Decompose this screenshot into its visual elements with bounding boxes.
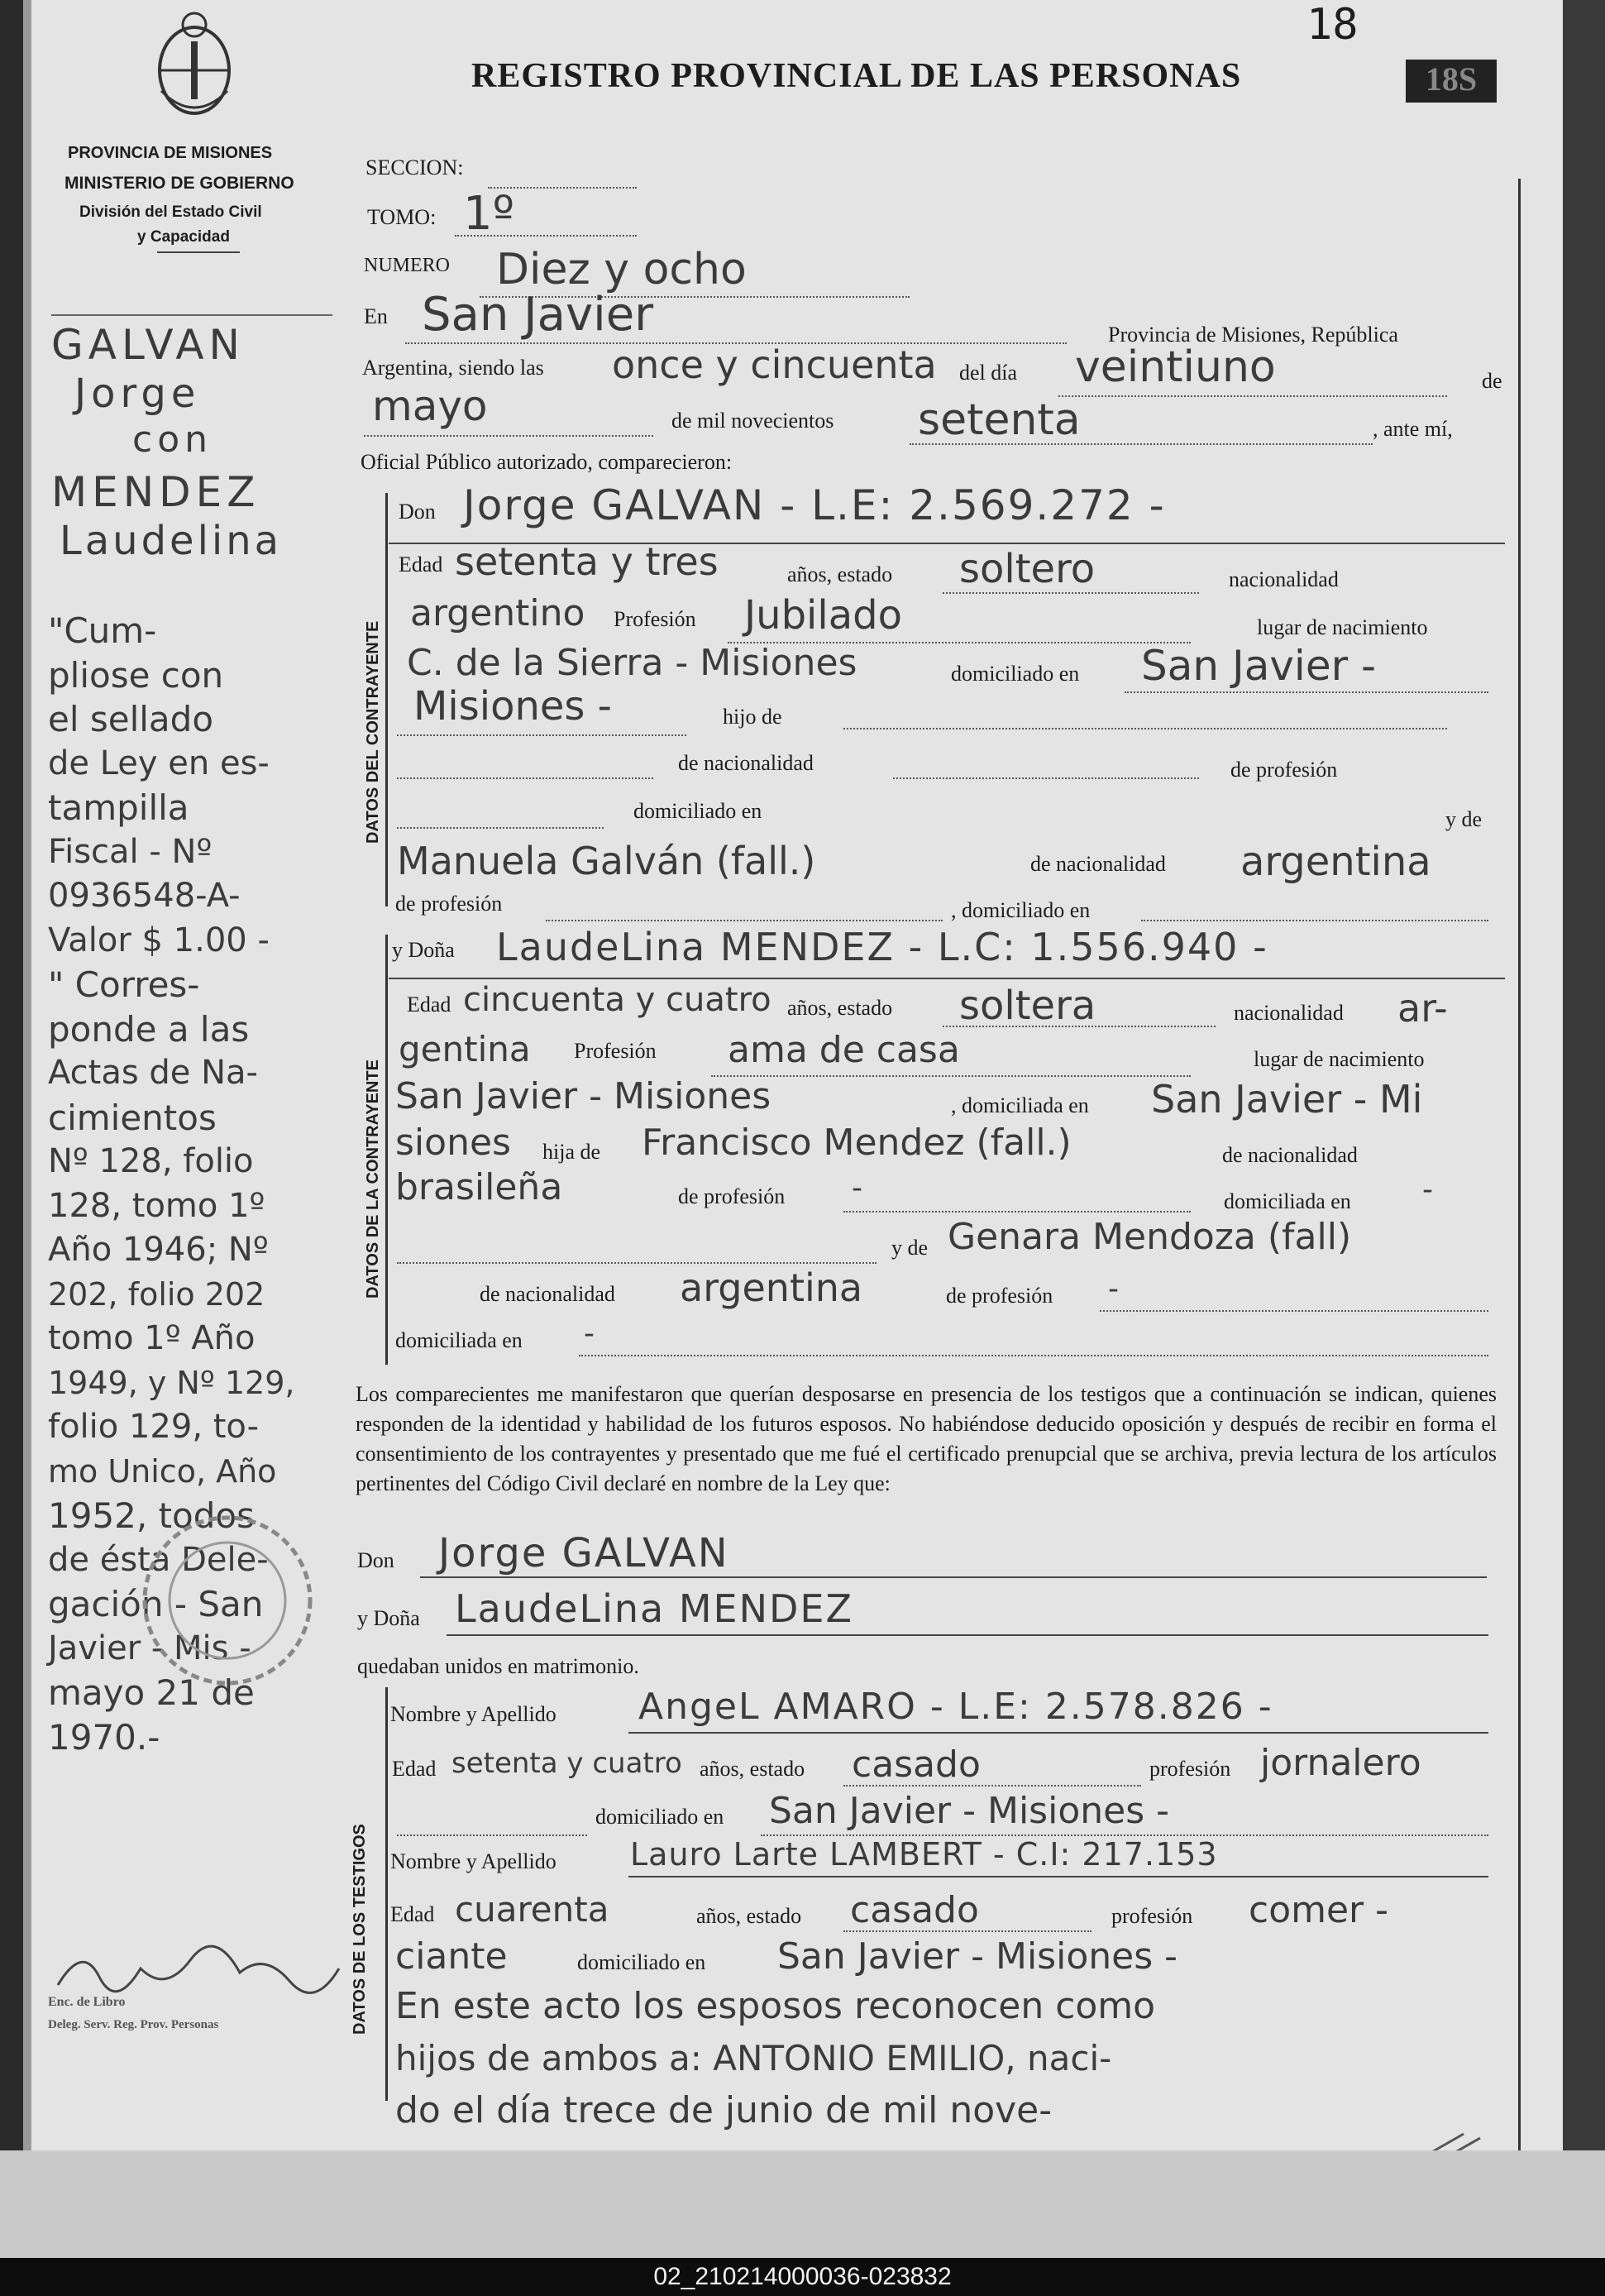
tomo-label: TOMO: — [367, 205, 437, 229]
margin-rule — [51, 314, 332, 316]
margin-line: cimientos — [48, 1097, 217, 1138]
testigos-side-label: DATOS DE LOS TESTIGOS — [351, 1824, 369, 2035]
mes-value: mayo — [372, 382, 488, 430]
dona-label: y Doña — [392, 938, 455, 962]
madre-dom-label: , domiciliado en — [951, 898, 1091, 922]
margin-line: mayo 21 de — [48, 1672, 255, 1713]
domicilio-value: San Javier - — [1141, 642, 1377, 690]
madre2-nac-label: de nacionalidad — [480, 1282, 615, 1306]
decl-dona-label: y Doña — [357, 1606, 420, 1630]
t1-estado-label: años, estado — [700, 1757, 805, 1781]
madre2-nac-value: argentina — [680, 1265, 863, 1310]
edad-value: setenta y tres — [455, 539, 719, 584]
t2-prof-value2: ciante — [395, 1935, 508, 1978]
t1-value: AngeL AMARO - L.E: 2.578.826 - — [638, 1686, 1273, 1728]
margin-line: Actas de Na- — [48, 1054, 258, 1092]
unidos-text: quedaban unidos en matrimonio. — [357, 1654, 639, 1678]
margin-line: Fiscal - Nº — [48, 832, 213, 871]
decl-don-label: Don — [357, 1548, 394, 1572]
hijo-line — [843, 728, 1447, 729]
t2-line — [628, 1876, 1488, 1877]
madre2-prof-line — [1100, 1310, 1488, 1312]
contrayenta-side-label: DATOS DE LA CONTRAYENTE — [364, 1060, 382, 1299]
margin-line: 1952, todos — [48, 1495, 255, 1536]
profesion-value: Jubilado — [744, 592, 902, 639]
lugar2-value: San Javier - Misiones — [395, 1075, 771, 1117]
madre-prof-label: de profesión — [395, 892, 503, 916]
nacionalidad2-value1: ar- — [1397, 986, 1448, 1031]
book-spine-edge — [23, 0, 31, 2230]
margin-line: tomo 1º Año — [48, 1319, 256, 1357]
del-dia-label: del día — [959, 361, 1018, 385]
margin-line: "Cum- — [48, 610, 157, 651]
madre2-value: Genara Mendoza (fall) — [948, 1216, 1352, 1258]
margin-line: de ésta Dele- — [48, 1540, 269, 1579]
madre2-dom-line — [579, 1355, 1488, 1356]
margin-line: gación - San — [48, 1584, 264, 1624]
header-code-stamp: 18S — [1406, 60, 1497, 103]
hijo-label: hijo de — [723, 705, 782, 729]
domiciliado-label: domiciliado en — [951, 662, 1080, 686]
anio-line — [910, 443, 1373, 445]
numero-value: Diez y ocho — [496, 245, 747, 294]
t1-estado-value: casado — [852, 1744, 981, 1786]
institution-line1: PROVINCIA DE MISIONES — [68, 144, 273, 162]
margin-name1: GALVAN — [51, 321, 245, 369]
testigos-border — [385, 1687, 388, 2101]
profesion2-line — [711, 1075, 1191, 1077]
estado-line — [943, 592, 1199, 594]
t2-estado-line — [843, 1930, 1091, 1932]
margin-name4: MENDEZ — [51, 468, 260, 516]
t2-prof-value1: comer - — [1249, 1889, 1388, 1931]
madre2-dom-value: - — [584, 1317, 595, 1351]
right-border — [1518, 179, 1521, 2180]
nacionalidad-value: argentino — [410, 592, 585, 634]
margin-line: ponde a las — [48, 1008, 250, 1050]
institution-line3: División del Estado Civil — [79, 203, 262, 221]
tomo-value: 1º — [463, 187, 515, 241]
decl-dona-line — [447, 1634, 1488, 1636]
padre2-nac-label: de nacionalidad — [1222, 1143, 1358, 1167]
t1-edad-label: Edad — [392, 1757, 437, 1781]
estado2-value: soltera — [959, 983, 1096, 1029]
padre2-value: Francisco Mendez (fall.) — [642, 1122, 1072, 1164]
domicilio2b-value: siones — [395, 1122, 511, 1164]
dia-value: veintiuno — [1075, 342, 1276, 392]
t1-dom-value: San Javier - Misiones - — [769, 1790, 1169, 1832]
domicilio2-line — [397, 734, 686, 736]
madre2-prof-label: de profesión — [946, 1284, 1053, 1308]
argentina-text: Argentina, siendo las — [362, 356, 544, 380]
hija-label: hija de — [542, 1140, 601, 1164]
domicilio2a-value: San Javier - Mi — [1151, 1077, 1423, 1122]
declaration-text: Los comparecientes me manifestaron que querían desposarse en presencia de los testigos que a continuación se indican, quienes responden de la identidad y habilidad de los futuros esposos. No habiéndose deducido oposición y después de recibir en forma el consentimiento de los contrayentes y presentado que me fué el certificado prenupcial que se archiva, previa lectura de los artículos pertinentes del Código Civil declaré en nombre de la Ley que: — [356, 1382, 1497, 1495]
t1-prof-label: profesión — [1149, 1757, 1231, 1781]
ante-mi-text: , ante mí, — [1373, 417, 1453, 441]
scan-bottom-band — [0, 2150, 1605, 2258]
anios-estado2-label: años, estado — [787, 996, 893, 1020]
t2-prof-label: profesión — [1111, 1904, 1193, 1928]
t2-estado-label: años, estado — [696, 1904, 802, 1928]
margin-line: Javier - Mis - — [48, 1629, 251, 1667]
de-label: de — [1482, 369, 1502, 393]
header-title: REGISTRO PROVINCIAL DE LAS PERSONAS — [471, 57, 1242, 95]
madre2-prof-value: - — [1108, 1272, 1119, 1306]
margin-line: mo Unico, Año — [48, 1452, 277, 1490]
madre2-dom-label: domiciliada en — [395, 1328, 523, 1352]
don-label: Don — [399, 500, 436, 524]
lugar2-label: lugar de nacimiento — [1254, 1047, 1425, 1071]
contrayente-side-label: DATOS DEL CONTRAYENTE — [364, 620, 382, 844]
t1-edad-value: setenta y cuatro — [451, 1747, 682, 1780]
hora-value: once y cincuenta — [612, 342, 937, 387]
edad2-label: Edad — [407, 993, 451, 1016]
en-label: En — [364, 304, 388, 328]
note-line2: hijos de ambos a: ANTONIO EMILIO, naci- — [395, 2038, 1112, 2078]
margin-name2: Jorge — [74, 371, 201, 417]
mes-line — [364, 435, 653, 437]
contrayente-border — [385, 493, 388, 906]
en-value: San Javier — [422, 288, 654, 342]
t1-line — [628, 1732, 1488, 1734]
page-number: 18 — [1306, 0, 1359, 50]
margin-line: tampilla — [48, 787, 189, 828]
madre-nac-value: argentina — [1240, 839, 1431, 885]
estado2-line — [943, 1026, 1216, 1027]
contrayenta-border — [385, 935, 388, 1365]
padre-nac-line — [893, 777, 1199, 779]
nacionalidad2-value2: gentina — [399, 1029, 531, 1069]
book-spine — [0, 0, 23, 2230]
t1-estado-line — [843, 1785, 1141, 1787]
lugar-value: C. de la Sierra - Misiones — [407, 642, 857, 684]
padre-prof-blank — [397, 827, 604, 829]
t1-label: Nombre y Apellido — [390, 1702, 556, 1726]
decl-dona-value: LaudeLina MENDEZ — [455, 1586, 854, 1631]
margin-line: folio 129, to- — [48, 1408, 260, 1446]
profesion2-value: ama de casa — [728, 1029, 960, 1071]
stamp-text2: Deleg. Serv. Reg. Prov. Personas — [48, 2018, 219, 2031]
mil-label: de mil novecientos — [671, 409, 834, 433]
t2-dom-value: San Javier - Misiones - — [777, 1935, 1177, 1978]
official-signature — [50, 1935, 347, 2002]
padre2-dom-value: - — [1422, 1173, 1433, 1207]
edad2-value: cincuenta y cuatro — [463, 981, 771, 1019]
margin-line: 202, folio 202 — [48, 1275, 265, 1313]
round-seal-stamp — [132, 1505, 322, 1696]
footer-id-bar — [0, 2258, 1605, 2296]
anios-estado-label: años, estado — [787, 562, 893, 586]
seccion-label: SECCION: — [365, 155, 464, 179]
nacionalidad-label: nacionalidad — [1229, 567, 1339, 591]
anio-value: setenta — [918, 395, 1081, 445]
margin-line: de Ley en es- — [48, 744, 270, 782]
margin-line: Año 1946; Nº — [48, 1231, 269, 1269]
edad-label: Edad — [399, 552, 443, 576]
provincia-text: Provincia de Misiones, República — [1108, 323, 1398, 347]
t2-edad-label: Edad — [390, 1902, 435, 1926]
margin-line: 1970.- — [48, 1716, 160, 1758]
t2-estado-value: casado — [850, 1889, 979, 1931]
padre2-prof-line — [843, 1211, 1191, 1213]
padre2-nac-value: brasileña — [395, 1166, 563, 1208]
domicilio-value2: Misiones - — [413, 683, 612, 729]
estado-value: soltero — [959, 546, 1096, 592]
footer-id: 02_210214000036-023832 — [653, 2263, 952, 2290]
domiciliado-en-label: domiciliado en — [633, 799, 762, 823]
note-line3: do el día trece de junio de mil nove- — [395, 2089, 1053, 2131]
de-profesion-label: de profesión — [1230, 758, 1338, 782]
margin-line: 0936548-A- — [48, 877, 241, 915]
madre-value: Manuela Galván (fall.) — [397, 839, 816, 883]
dia-line — [1058, 395, 1447, 397]
margin-line: 128, tomo 1º — [48, 1186, 265, 1225]
madre2-blank-line — [397, 1262, 877, 1264]
margin-line: Valor $ 1.00 - — [48, 921, 270, 959]
nacionalidad2-label: nacionalidad — [1234, 1001, 1344, 1025]
padre2-prof-label: de profesión — [678, 1184, 786, 1208]
margin-line: 1949, y Nº 129, — [48, 1364, 295, 1401]
madre-nac-label: de nacionalidad — [1030, 852, 1166, 876]
tomo-line — [455, 235, 637, 237]
decl-don-value: Jorge GALVAN — [438, 1530, 729, 1576]
margin-name5: Laudelina — [60, 518, 283, 564]
margin-line: el sellado — [48, 699, 214, 739]
profesion-label: Profesión — [614, 607, 696, 631]
t1-dom-label: domiciliado en — [595, 1805, 724, 1829]
lugar-label: lugar de nacimiento — [1257, 615, 1428, 639]
de-nacionalidad-label: de nacionalidad — [678, 751, 814, 775]
margin-line: pliose con — [48, 654, 224, 696]
institution-underline — [157, 251, 240, 253]
t1-prof-value: jornalero — [1260, 1742, 1421, 1784]
t2-label: Nombre y Apellido — [390, 1849, 556, 1873]
padre2-prof-value: - — [852, 1171, 862, 1205]
domiciliada2-label: , domiciliada en — [951, 1093, 1089, 1117]
margin-name3: con — [132, 419, 213, 461]
y-de-label: y de — [1445, 807, 1483, 831]
madre-dom-line — [1141, 920, 1488, 921]
numero-label: NUMERO — [364, 255, 451, 276]
don-value: Jorge GALVAN - L.E: 2.569.272 - — [463, 481, 1166, 529]
profesion2-label: Profesión — [574, 1039, 657, 1063]
dona-value: LaudeLina MENDEZ - L.C: 1.556.940 - — [496, 925, 1268, 969]
margin-line: Nº 128, folio — [48, 1142, 254, 1180]
institution-line2: MINISTERIO DE GOBIERNO — [64, 174, 294, 193]
dona-line — [389, 978, 1505, 979]
coat-of-arms-icon — [145, 0, 244, 124]
domicilio-line — [1125, 691, 1488, 693]
padre2-dom-label: domiciliada en — [1224, 1189, 1351, 1213]
t2-dom-label: domiciliado en — [577, 1950, 706, 1974]
padre-nac-blank — [397, 777, 653, 779]
t2-edad-value: cuarenta — [455, 1889, 609, 1930]
institution-line4: y Capacidad — [137, 228, 230, 246]
madre2-y-de-label: y de — [891, 1236, 929, 1260]
decl-don-line — [420, 1576, 1487, 1578]
note-line1: En este acto los esposos reconocen como — [395, 1985, 1156, 2027]
margin-line: " Corres- — [48, 964, 200, 1005]
oficial-text: Oficial Público autorizado, comparecieron: — [361, 450, 733, 474]
t2-value: Lauro Larte LAMBERT - C.I: 217.153 — [630, 1836, 1218, 1873]
stamp-text1: Enc. de Libro — [48, 1995, 126, 2009]
madre-prof-line — [546, 920, 943, 921]
t1-dom-blank — [397, 1834, 587, 1836]
